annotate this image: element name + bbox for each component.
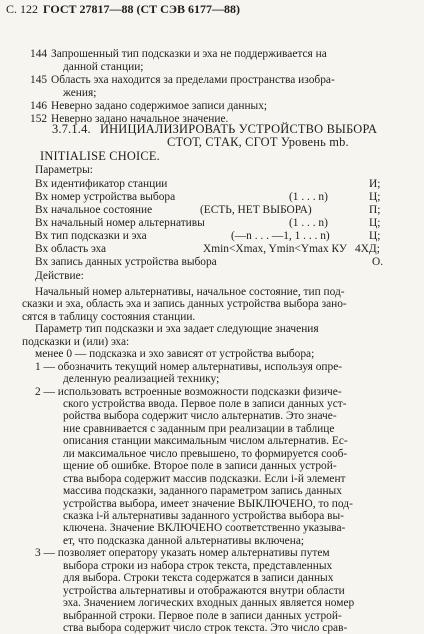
section-subtitle: СТОТ, СТАК, СГОТ Уровень mb. <box>167 135 349 149</box>
param-type: Ц; <box>369 217 381 229</box>
page-header-title: ГОСТ 27817—88 (СТ СЭВ 6177—88) <box>43 2 240 16</box>
params-label: Параметры: <box>35 164 93 176</box>
error-text: Неверно задано начальное значение. <box>51 113 229 125</box>
error-code: 146 <box>30 100 48 112</box>
action-label: Действие: <box>35 270 84 282</box>
page-number: С. 122 <box>6 2 39 16</box>
error-text: Запрошенный тип подсказки и эха не поддерживается на <box>51 48 327 60</box>
body-line: ние сравнивается с заданным при реализации в таблице <box>63 422 335 435</box>
body-line: ройства выбора содержит число альтернатив. Это значе- <box>63 410 337 423</box>
param-range: (—n . . . —1, 1 . . . n) <box>231 230 330 242</box>
body-line: ли максимальное число превышено, то формируется сооб- <box>63 447 348 460</box>
body-line: 3 — позволяет оператору указать номер альтернативы путем <box>35 547 330 560</box>
error-text-cont: данной станции; <box>63 61 144 73</box>
body-line: сказка i-й альтернативы заданного устройства выбора вы- <box>63 510 344 522</box>
param-name: Вх начальный номер альтернативы <box>35 217 205 229</box>
param-name: Вх запись данных устройства выбора <box>35 256 217 268</box>
error-text: Область эха находится за пределами пространства изобра- <box>51 74 335 86</box>
error-code: 152 <box>30 113 48 125</box>
body-line: массива подсказки, заданного параметром запись данных <box>63 485 342 498</box>
param-name: Вх идентификатор станции <box>35 178 168 190</box>
param-type: О. <box>372 256 384 268</box>
body-line: менее 0 — подсказка и эхо зависят от устройства выбора; <box>35 348 315 361</box>
body-line: Начальный номер альтернативы, начальное состояние, тип под- <box>35 286 345 298</box>
param-range: (1 . . . n) <box>289 217 328 229</box>
section-number: 3.7.1.4. <box>52 122 91 136</box>
body-line: ет, что подсказка данной альтернативы включена; <box>63 534 305 547</box>
section-title: ИНИЦИАЛИЗИРОВАТЬ УСТРОЙСТВО ВЫБОРА <box>100 122 378 136</box>
body-line: выбора строки из набора строк текста, представленных <box>63 559 333 572</box>
error-code: 144 <box>30 48 48 60</box>
param-type: Ц; <box>369 191 381 203</box>
body-line: Параметр тип подсказки и эха задает следующие значения <box>35 323 319 336</box>
body-line: сятся в таблицу состояния станции. <box>22 310 196 323</box>
body-line: подсказки и (или) эха: <box>22 335 130 348</box>
param-range: (ЕСТЬ, НЕТ ВЫБОРА) <box>200 204 312 216</box>
param-range: Xmin<Xmax, Ymin<Ymax КУ <box>203 243 347 255</box>
param-type: 4ХД; <box>355 243 380 255</box>
body-line: ского устройства ввода. Первое поле в записи данных уст- <box>63 398 347 410</box>
error-code: 145 <box>30 74 48 86</box>
body-line: 1 — обозначить текущий номер альтернативы, используя опре- <box>35 360 343 373</box>
body-line: эха. Значением логических входных данных является номер <box>63 597 355 610</box>
body-line: устройства выбора, имеет значение ВЫКЛЮЧЕНО, то под- <box>63 497 353 510</box>
body-line: ства выбора содержит массив подсказки. Если i-й элемент <box>63 472 346 485</box>
body-line: щение об ошибке. Второе поле в записи данных устрой- <box>63 460 337 473</box>
param-name: Вх номер устройства выбора <box>35 191 176 203</box>
body-line: деленную реализацией технику; <box>63 373 220 386</box>
body-line: ства выбора содержит число строк текста. Это число срав- <box>63 622 348 634</box>
body-line: ключена. Значение ВКЛЮЧЕНО соответственно указыва- <box>63 522 346 535</box>
body-line: для выбора. Строки текста содержатся в записи данных <box>63 572 334 585</box>
body-line: устройства альтернативы и отображаются внутри области <box>63 584 345 597</box>
error-text: Неверно задано содержимое записи данных; <box>51 100 268 112</box>
body-line: 2 — использовать встроенные возможности подсказки физиче- <box>35 385 342 398</box>
section-english-title: INITIALISE CHOICE. <box>40 149 160 163</box>
param-range: (1 . . . n) <box>289 191 328 203</box>
body-line: выбранной строки. Первое поле в записи данных устрой- <box>63 609 342 622</box>
param-name: Вх начальное состояние <box>35 204 153 216</box>
param-name: Вх область эха <box>35 243 107 255</box>
body-line: сказки и эха, область эха и запись данных устройства выбора зано- <box>22 298 347 311</box>
param-name: Вх тип подсказки и эха <box>35 230 147 242</box>
param-type: П; <box>369 204 381 216</box>
body-line: описания станции максимальным числом альтернатив. Ес- <box>63 435 348 448</box>
param-type: Ц; <box>369 230 381 242</box>
error-text-cont: жения; <box>63 87 97 99</box>
param-type: И; <box>369 178 381 190</box>
